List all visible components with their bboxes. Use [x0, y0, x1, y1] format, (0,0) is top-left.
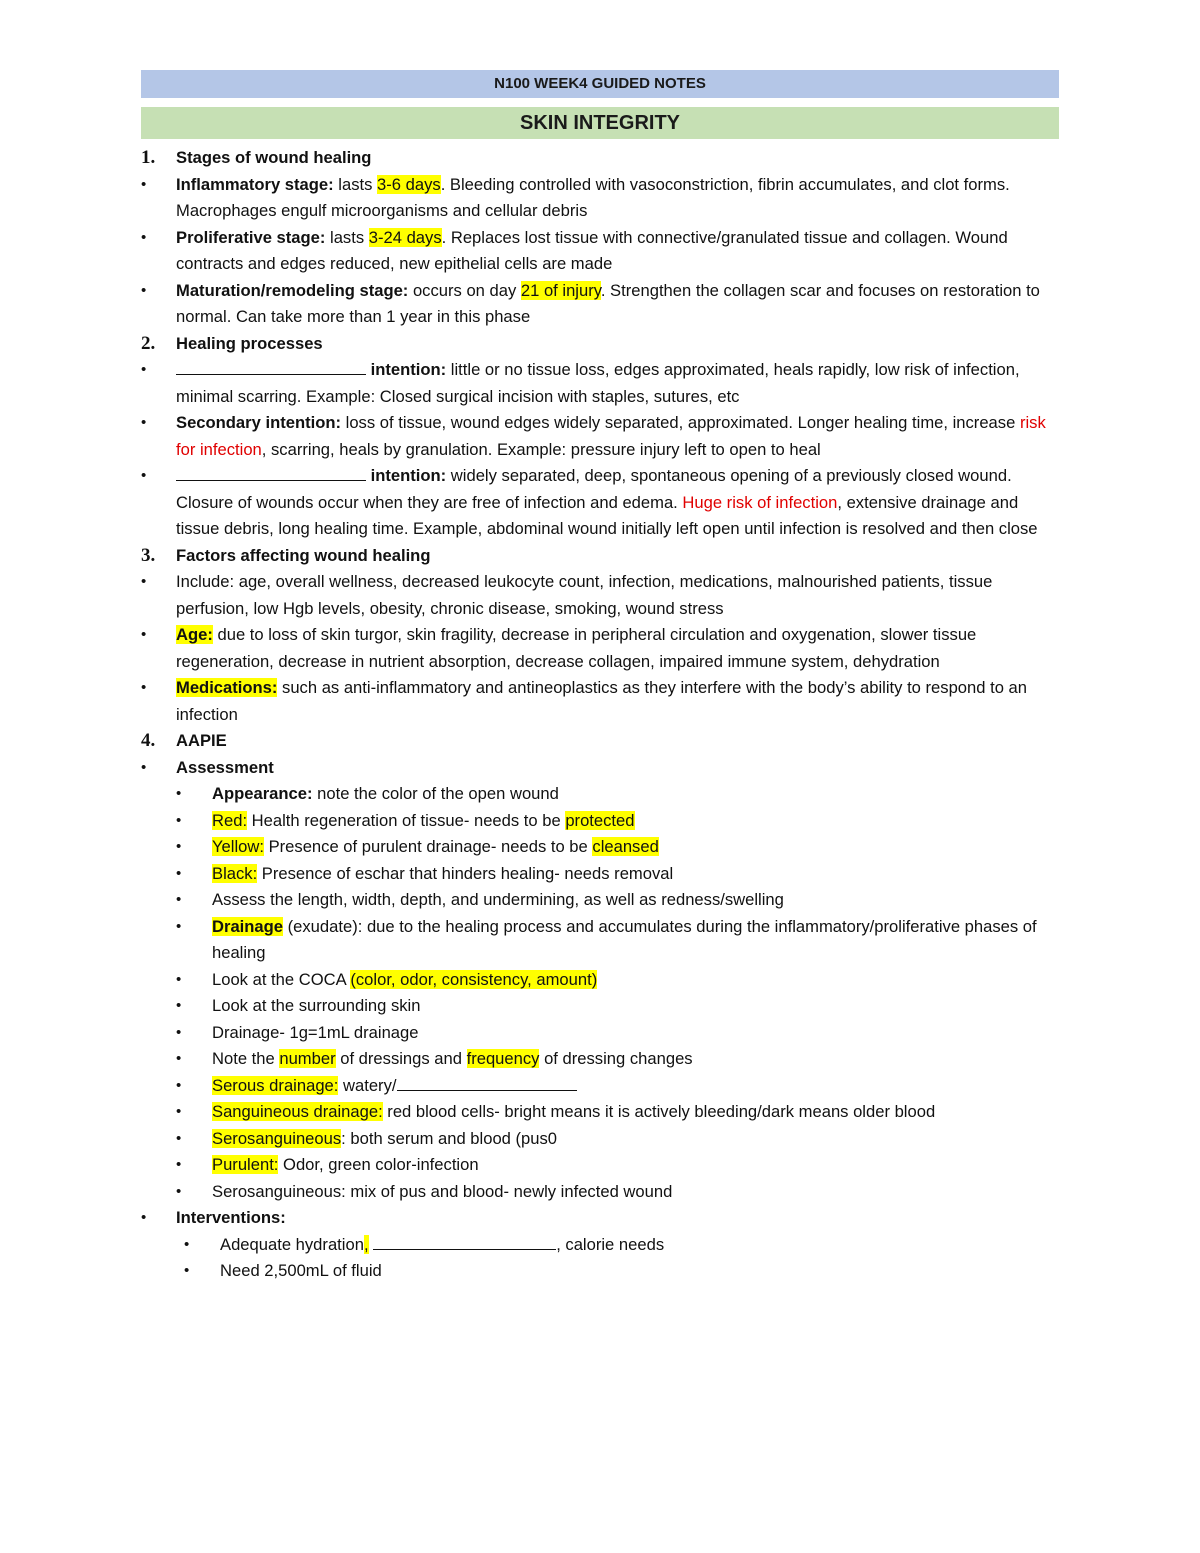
bullet-icon: •	[176, 1103, 182, 1120]
fill-in-blank	[397, 1073, 577, 1091]
bullet-icon: •	[176, 864, 182, 882]
highlighted-text: Yellow:	[212, 837, 264, 856]
bullet-icon: •	[176, 838, 182, 855]
bullet-item	[141, 172, 1059, 225]
text-run: occurs on day	[408, 280, 521, 300]
highlighted-text: Medications:	[176, 678, 278, 697]
bullet-icon: •	[176, 811, 182, 829]
text-run: Look at the COCA	[212, 969, 351, 989]
text-run: , calorie needs	[556, 1234, 665, 1254]
text-run: : both serum and blood (pus0	[341, 1128, 558, 1148]
text-run: Factors affecting wound healing	[176, 545, 431, 565]
highlighted-text: Age:	[176, 625, 213, 644]
bullet-item	[141, 861, 1059, 888]
text-run: (exudate): due to the healing process and accumulates during the inflammatory/proliferative phases of healing	[212, 916, 1037, 962]
text-run: Drainage- 1g=1mL drainage	[212, 1022, 419, 1042]
text-run: Presence of purulent drainage- needs to be	[263, 837, 593, 856]
fill-in-blank	[176, 463, 366, 481]
highlighted-text: 3-6 days	[377, 174, 441, 194]
section-title: SKIN INTEGRITY	[141, 107, 1059, 139]
bullet-item	[141, 1258, 1059, 1285]
text-run: Stages of wound healing	[176, 148, 372, 167]
bullet-item	[141, 1232, 1059, 1259]
text-run: Need 2,500mL of fluid	[220, 1261, 382, 1280]
highlighted-text: protected	[565, 810, 635, 830]
bullet-icon: •	[176, 785, 182, 802]
text-run: intention:	[366, 466, 447, 485]
highlighted-text: cleansed	[592, 837, 659, 856]
text-run: Look at the surrounding skin	[212, 996, 421, 1015]
bullet-icon: •	[141, 626, 147, 643]
bullet-item	[141, 463, 1059, 543]
text-run: , extensive drainage and tissue debris, long healing time. Example, abdominal wound initially left open until infection is resolved and then close	[176, 492, 1038, 538]
bullet-icon: •	[176, 1156, 182, 1173]
section-heading	[141, 331, 1059, 358]
bullet-item	[141, 1099, 1059, 1126]
text-run: little or no tissue loss, edges approximated, heals rapidly, low risk of infection, minimal scarring. Example: Closed surgical incision with staples, sutures, etc	[176, 360, 1020, 406]
bullet-item	[141, 755, 1059, 782]
text-run: Note the	[212, 1049, 280, 1068]
section-heading	[141, 728, 1059, 755]
highlighted-text: 21 of injury	[520, 280, 601, 300]
bullet-item	[141, 1205, 1059, 1232]
document-page	[141, 70, 1059, 1285]
bullet-icon: •	[176, 1050, 182, 1067]
text-run: such as anti-inflammatory and antineoplastics as they interfere with the body’s ability to respond to an infection	[176, 678, 1028, 724]
highlighted-text: Sanguineous drainage:	[212, 1102, 383, 1121]
bullet-icon: •	[141, 175, 147, 193]
text-run: lasts	[333, 174, 378, 194]
highlighted-text: frequency	[466, 1049, 540, 1068]
bullet-item	[141, 1152, 1059, 1179]
text-run: Inflammatory stage:	[176, 174, 334, 194]
highlighted-text: Serous drainage:	[212, 1075, 339, 1095]
bullet-item	[141, 225, 1059, 278]
text-run: Include: age, overall wellness, decreased leukocyte count, infection, medications, malnourished patients, tissue perfusion, low Hgb levels, obesity, chronic disease, smoking, wound stress	[176, 572, 993, 618]
highlighted-text: Purulent:	[212, 1155, 279, 1174]
bullet-icon: •	[141, 281, 147, 299]
bullet-icon: •	[141, 228, 147, 246]
section-heading	[141, 543, 1059, 570]
bullet-icon: •	[176, 997, 182, 1014]
bullet-icon: •	[141, 679, 147, 696]
text-run: of dressing changes	[539, 1049, 693, 1068]
bullet-icon: •	[176, 1076, 182, 1094]
bullet-item	[141, 410, 1059, 463]
bullet-item	[141, 1179, 1059, 1206]
notes-body	[141, 145, 1059, 1285]
text-run: AAPIE	[176, 731, 227, 750]
bullet-item	[141, 914, 1059, 967]
text-run: loss of tissue, wound edges widely separated, approximated. Longer healing time, increase	[341, 413, 1020, 432]
highlighted-text: ,	[363, 1234, 369, 1254]
highlighted-text: (color, odor, consistency, amount)	[350, 969, 598, 989]
bullet-item	[141, 993, 1059, 1020]
emphasis-text: risk for infection	[176, 413, 1046, 459]
text-run: Healing processes	[176, 333, 323, 353]
text-run: Odor, green color-infection	[278, 1155, 479, 1174]
text-run: Health regeneration of tissue- needs to be	[247, 810, 566, 830]
text-run: widely separated, deep, spontaneous opening of a previously closed wound. Closure of wounds occur when they are free of infection and edema.	[176, 466, 1012, 512]
highlighted-text: Drainage	[212, 916, 284, 936]
bullet-icon: •	[176, 891, 182, 908]
bullet-item	[141, 1020, 1059, 1047]
bullet-icon: •	[176, 1023, 182, 1041]
bullet-item	[141, 967, 1059, 994]
text-run: due to loss of skin turgor, skin fragility, decrease in peripheral circulation and oxygenation, slower tissue regeneration, decrease in nutrient absorption, decrease collagen, impaired immune system, dehydration	[176, 625, 977, 671]
bullet-icon: •	[141, 361, 147, 378]
section-heading	[141, 145, 1059, 172]
bullet-icon: •	[141, 758, 147, 776]
bullet-icon: •	[176, 917, 182, 935]
text-run: Maturation/remodeling stage:	[176, 280, 409, 300]
text-run: lasts	[325, 227, 369, 247]
text-run: Interventions:	[176, 1208, 286, 1227]
bullet-item	[141, 887, 1059, 914]
text-run: Presence of eschar that hinders healing- needs removal	[257, 863, 674, 883]
text-run: Assessment	[176, 757, 274, 777]
fill-in-blank	[373, 1232, 556, 1250]
text-run: red blood cells- bright means it is actively bleeding/dark means older blood	[382, 1102, 936, 1121]
bullet-item	[141, 1126, 1059, 1153]
text-run: . Bleeding controlled with vasoconstriction, fibrin accumulates, and clot forms. Macrophages engulf microorganisms and cellular debris	[176, 174, 1010, 220]
text-run: . Strengthen the collagen scar and focuses on restoration to normal. Can take more than 1 year in this phase	[176, 280, 1040, 326]
bullet-item	[141, 675, 1059, 728]
text-run: watery/	[338, 1075, 397, 1095]
document-title: N100 WEEK4 GUIDED NOTES	[141, 70, 1059, 98]
fill-in-blank	[176, 357, 366, 375]
list-number: 2.	[141, 332, 156, 354]
bullet-icon: •	[141, 467, 147, 484]
text-run: Proliferative stage:	[176, 227, 326, 247]
text-run: , scarring, heals by granulation. Example: pressure injury left to open to heal	[261, 439, 821, 459]
text-run: Assess the length, width, depth, and undermining, as well as redness/swelling	[212, 890, 784, 909]
bullet-item	[141, 569, 1059, 622]
text-run: of dressings and	[335, 1049, 467, 1068]
bullet-item	[141, 622, 1059, 675]
text-run: Secondary intention:	[176, 413, 342, 432]
highlighted-text: number	[279, 1049, 336, 1068]
bullet-item	[141, 357, 1059, 410]
list-number: 4.	[141, 730, 156, 751]
bullet-icon: •	[176, 1129, 182, 1147]
text-run: . Replaces lost tissue with connective/granulated tissue and collagen. Wound contracts and edges reduced, new epithelial cells are made	[176, 227, 1008, 273]
list-number: 3.	[141, 544, 156, 566]
text-run: intention:	[366, 360, 447, 379]
text-run: Adequate hydration	[220, 1234, 364, 1254]
bullet-icon: •	[176, 970, 182, 988]
bullet-item	[141, 278, 1059, 331]
bullet-icon: •	[141, 573, 147, 590]
bullet-item	[141, 834, 1059, 861]
text-run: Appearance:	[212, 784, 313, 803]
bullet-item	[141, 1046, 1059, 1073]
bullet-icon: •	[176, 1182, 182, 1200]
text-run: Serosanguineous: mix of pus and blood- newly infected wound	[212, 1181, 673, 1201]
highlighted-text: Red:	[212, 810, 248, 830]
bullet-item	[141, 1073, 1059, 1100]
bullet-icon: •	[141, 414, 147, 431]
highlighted-text: Black:	[212, 863, 258, 883]
highlighted-text: 3-24 days	[368, 227, 442, 247]
bullet-item	[141, 808, 1059, 835]
bullet-icon: •	[141, 1209, 147, 1226]
highlighted-text: Serosanguineous	[212, 1128, 342, 1148]
bullet-icon: •	[184, 1235, 190, 1253]
bullet-item	[141, 781, 1059, 808]
emphasis-text: Huge risk of infection	[682, 492, 838, 512]
bullet-icon: •	[184, 1262, 190, 1279]
text-run: note the color of the open wound	[312, 784, 559, 803]
list-number: 1.	[141, 147, 156, 168]
